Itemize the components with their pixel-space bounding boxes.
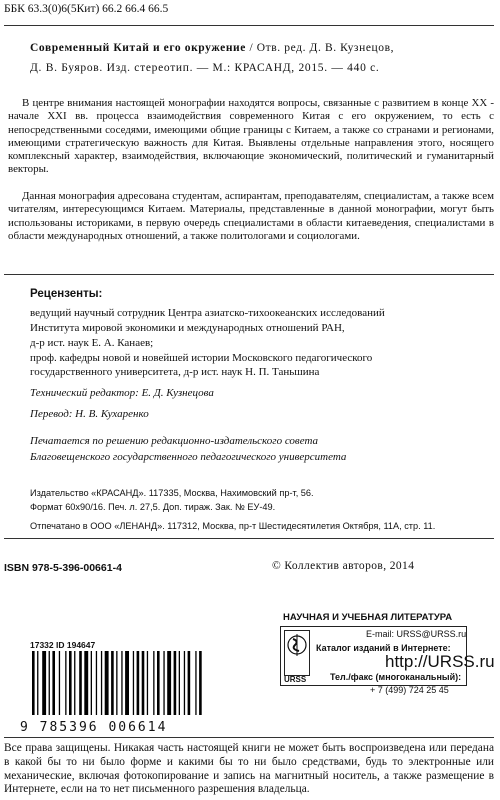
publisher-box-title: НАУЧНАЯ И УЧЕБНАЯ ЛИТЕРАТУРА (283, 612, 453, 623)
council-line: Благовещенского государственного педагогического университета (30, 451, 347, 463)
bottom-rule (4, 737, 494, 738)
phone-number: + 7 (499) 724 25 45 (370, 685, 449, 695)
technical-editor: Технический редактор: Е. Д. Кузнецова (30, 387, 214, 399)
top-rule (4, 25, 494, 26)
barcode-id: 17332 ID 194647 (30, 640, 96, 650)
urss-logo-text: URSS (284, 675, 307, 684)
bibliographic-line-1 (30, 42, 394, 54)
rights-notice: Все права защищены. Никакая часть настоящей книги не может быть воспроизведена или передана в какой бы то ни было форме и какими бы то ни было средствами, будь то электронные или механические, включая фотокопирование и запись на магнитный носитель, а также размещение в Интернете, если на то нет письменного разрешения владельца. (4, 742, 494, 796)
email-label: E-mail: (366, 629, 397, 639)
reviewer-line: ведущий научный сотрудник Центра азиатско-тихоокеанских исследований (30, 307, 385, 319)
reviewer-line: государственного университета, д-р ист. наук Н. П. Таньшина (30, 366, 320, 378)
barcode-image (28, 651, 258, 718)
imprint-line: Отпечатано в ООО «ЛЕНАНД». 117312, Москва, пр-т Шестидесятилетия Октября, 11А, стр. 11. (30, 521, 436, 531)
separator-rule (4, 274, 494, 275)
imprint-line: Формат 60х90/16. Печ. л. 27,5. Доп. тираж. Зак. № ЕУ-49. (30, 502, 276, 512)
bbk-code: ББК 63.3(0)6(5Кит) 66.2 66.4 66.5 (4, 3, 169, 15)
isbn: ISBN 978-5-396-00661-4 (4, 562, 122, 574)
website-link[interactable]: http://URSS.ru (385, 652, 495, 671)
bibliographic-line-2: Д. В. Буяров. Изд. стереотип. — М.: КРАСАНД, 2015. — 440 с. (30, 62, 380, 74)
imprint-rule (4, 538, 494, 539)
phone-label: Тел./факс (многоканальный): (330, 672, 462, 682)
email-link[interactable]: URSS@URSS.ru (396, 629, 467, 639)
barcode-digits: 9 785396 006614 (20, 720, 168, 735)
translation-credit: Перевод: Н. В. Кухаренко (30, 408, 149, 420)
email-line (366, 629, 466, 639)
imprint-line: Издательство «КРАСАНД». 117335, Москва, Нахимовский пр-т, 56. (30, 488, 314, 498)
reviewer-line: д-р ист. наук Е. А. Канаев; (30, 337, 154, 349)
abstract-paragraph-1: В центре внимания настоящей монографии находятся вопросы, связанные с развитием в конце XX - начале XXI вв. процесса взаимодействия современного Китая с его окружением, то есть с непосредственными соседями, имеющими общие границы с Китаем, а также со странами и регионами, имеющими стратегическую важность для Китая. Выявлены отдельные направления этого, носящего комплексный характер, взаимодействия, включающие экономический, политический и гуманитарный векторы. (8, 97, 494, 176)
council-line: Печатается по решению редакционно-издательского совета (30, 435, 319, 447)
book-title: Современный Китай и его окружение (30, 42, 246, 54)
reviewer-line: проф. кафедры новой и новейшей истории Московского педагогического (30, 352, 373, 364)
reviewer-line: Института мировой экономики и международных отношений РАН, (30, 322, 345, 334)
urss-logo (284, 630, 310, 676)
catalog-label: Каталог изданий в Интернете: (316, 643, 451, 653)
copyright: © Коллектив авторов, 2014 (272, 560, 415, 572)
abstract-paragraph-2: Данная монография адресована студентам, аспирантам, преподавателям, специалистам, а также всем читателям, интересующимся Китаем. Материалы, представленные в данной монографии, могут быть использованы историками, в первую очередь специалистами в области китаеведения, специалистами в области международных отношений, а также политологами и социологами. (8, 190, 494, 242)
reviewers-heading: Рецензенты: (30, 288, 103, 300)
editors: / Отв. ред. Д. В. Кузнецов, (246, 42, 395, 54)
globe-icon (285, 631, 309, 663)
